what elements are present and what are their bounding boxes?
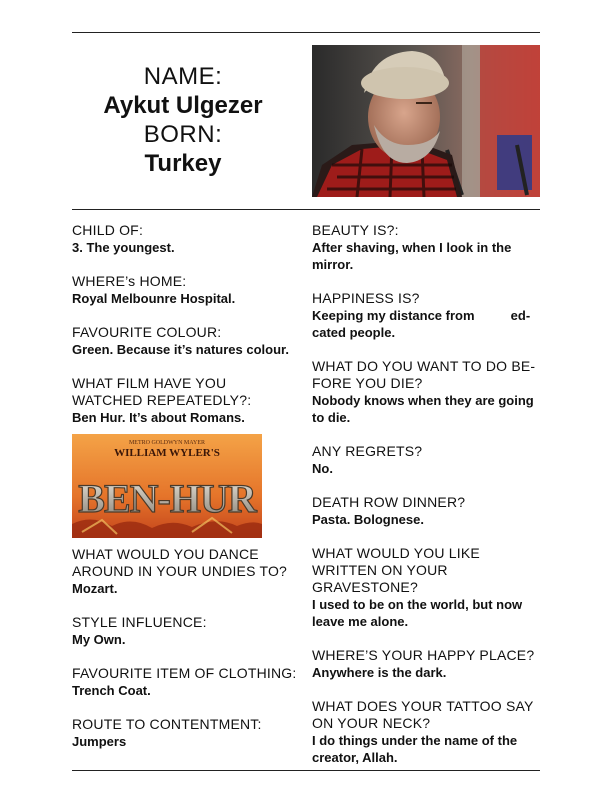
answer: Jumpers bbox=[72, 734, 127, 749]
question: WHERE’s HOME: bbox=[72, 273, 187, 289]
answer: Royal Melbounre Hospital. bbox=[72, 291, 236, 306]
answer: 3. The youngest. bbox=[72, 240, 175, 255]
qa-item bbox=[72, 375, 300, 426]
question: CHILD OF: bbox=[72, 222, 144, 238]
profile-header bbox=[72, 45, 294, 197]
question: WHAT DO YOU WANT TO DO BE-FORE YOU DIE? bbox=[312, 358, 536, 391]
poster-title: BEN-HUR bbox=[78, 476, 256, 521]
answer: Green. Because it’s natures colour. bbox=[72, 342, 289, 357]
right-column bbox=[312, 222, 540, 783]
bottom-rule bbox=[72, 770, 540, 771]
born-value: Turkey bbox=[144, 150, 222, 177]
qa-item bbox=[72, 716, 300, 750]
question: WHAT DOES YOUR TATTOO SAY ON YOUR NECK? bbox=[312, 698, 534, 731]
answer: My Own. bbox=[72, 632, 126, 647]
question: WHAT WOULD YOU LIKE WRITTEN ON YOUR GRAVESTONE? bbox=[312, 545, 480, 595]
question: FAVOURITE COLOUR: bbox=[72, 324, 222, 340]
question: WHERE’S YOUR HAPPY PLACE? bbox=[312, 647, 535, 663]
question: DEATH ROW DINNER? bbox=[312, 494, 466, 510]
top-rule bbox=[72, 32, 540, 33]
question: STYLE INFLUENCE: bbox=[72, 614, 207, 630]
answer: I used to be on the world, but now leave me alone. bbox=[312, 597, 523, 629]
name-label: NAME: bbox=[143, 63, 223, 90]
poster-presenter: WILLIAM WYLER'S bbox=[114, 447, 220, 459]
poster-studio: METRO GOLDWYN MAYER bbox=[128, 440, 206, 446]
question: BEAUTY IS?: bbox=[312, 222, 399, 238]
portrait-photo bbox=[312, 45, 540, 197]
qa-item bbox=[72, 546, 300, 597]
answer: I do things under the name of the creator, Allah. bbox=[312, 733, 518, 765]
answer: Ben Hur. It’s about Romans. bbox=[72, 410, 245, 425]
answer: Keeping my distance from ed-cated people. bbox=[312, 308, 531, 340]
header-divider bbox=[72, 209, 540, 210]
answer: Mozart. bbox=[72, 581, 118, 596]
question: ANY REGRETS? bbox=[312, 443, 423, 459]
qa-item bbox=[312, 647, 540, 681]
qa-item bbox=[72, 273, 300, 307]
question: ROUTE TO CONTENTMENT: bbox=[72, 716, 262, 732]
question: HAPPINESS IS? bbox=[312, 290, 420, 306]
qa-item bbox=[72, 324, 300, 358]
qa-item bbox=[312, 698, 540, 766]
qa-item bbox=[312, 545, 540, 630]
name-value: Aykut Ulgezer bbox=[103, 92, 263, 119]
answer: Nobody knows when they are going to die. bbox=[312, 393, 534, 425]
answer: Anywhere is the dark. bbox=[312, 665, 447, 680]
question: WHAT WOULD YOU DANCE AROUND IN YOUR UNDIES TO? bbox=[72, 546, 288, 579]
qa-item bbox=[72, 614, 300, 648]
ben-hur-poster bbox=[72, 434, 262, 538]
question: FAVOURITE ITEM OF CLOTHING: bbox=[72, 665, 297, 681]
qa-item bbox=[312, 222, 540, 273]
qa-item bbox=[312, 494, 540, 528]
answer: No. bbox=[312, 461, 333, 476]
born-label: BORN: bbox=[143, 121, 223, 148]
qa-item bbox=[312, 443, 540, 477]
left-column bbox=[72, 222, 300, 767]
qa-item bbox=[312, 290, 540, 341]
answer: After shaving, when I look in the mirror. bbox=[312, 240, 512, 272]
question: WHAT FILM HAVE YOU WATCHED REPEATEDLY?: bbox=[72, 375, 252, 408]
answer: Pasta. Bolognese. bbox=[312, 512, 424, 527]
qa-item bbox=[72, 222, 300, 256]
qa-item bbox=[312, 358, 540, 426]
answer: Trench Coat. bbox=[72, 683, 151, 698]
qa-item bbox=[72, 665, 300, 699]
